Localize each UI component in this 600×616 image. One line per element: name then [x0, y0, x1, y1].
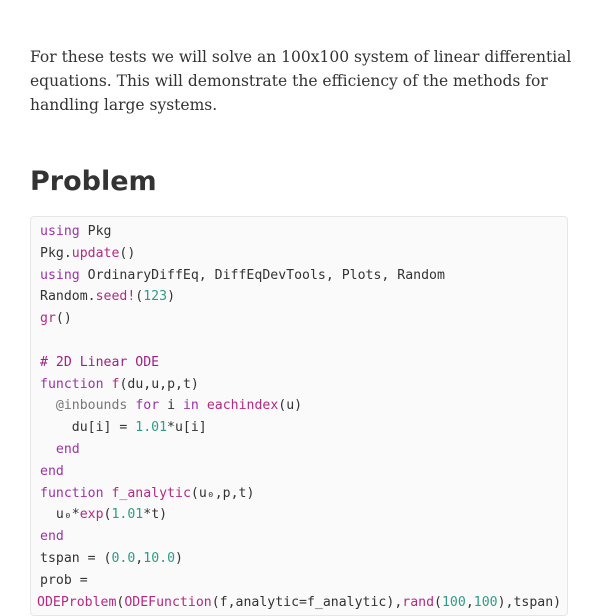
code-token: OrdinaryDiffEq, DiffEqDevTools, Plots, Random [79, 267, 445, 283]
code-token: prob = [40, 572, 96, 588]
code-token: i [159, 398, 183, 414]
code-token: ( [103, 507, 112, 523]
code-line [40, 352, 564, 374]
code-block[interactable] [30, 216, 568, 616]
code-line [40, 417, 564, 439]
code-token: in [182, 398, 199, 414]
code-line [40, 504, 564, 526]
code-token [40, 398, 56, 413]
code-line [40, 461, 564, 483]
code-line [40, 221, 564, 243]
code-token: () [119, 245, 136, 261]
code-token: exp [79, 507, 104, 523]
code-token: ) [175, 550, 183, 566]
code-line [40, 308, 564, 330]
code-token: Random. [40, 289, 96, 305]
code-token: end [40, 529, 64, 545]
code-line [40, 548, 564, 570]
code-line [40, 286, 564, 308]
code-token: ) [167, 289, 176, 305]
code-token: du[i] = [40, 420, 136, 436]
code-token [199, 398, 207, 413]
code-token: (f,analytic=f_analytic), [211, 594, 403, 610]
code-token [40, 442, 56, 457]
code-token: ),tspan) [497, 594, 562, 610]
code-token: 100 [473, 594, 498, 610]
code-token: using [40, 267, 80, 283]
code-token: # 2D Linear ODE [40, 354, 160, 370]
code-line [40, 439, 564, 461]
code-line [40, 526, 564, 548]
intro-paragraph: For these tests we will solve an 100x100 system of linear differential equations. This will demonstrate the efficiency of the methods for handling large systems. [30, 48, 572, 114]
code-line [40, 570, 564, 592]
code-token: 100 [441, 594, 466, 610]
code-token: using [40, 224, 80, 239]
code-token: Pkg [79, 224, 112, 239]
code-token: 0.0 [111, 550, 136, 566]
code-line [40, 395, 564, 417]
code-token: () [55, 311, 72, 327]
code-line [40, 330, 564, 352]
code-token: ( [116, 594, 125, 610]
code-line [40, 243, 564, 265]
code-token: for [135, 398, 160, 414]
code-token: ODEProblem [37, 594, 117, 610]
code-token: function [40, 485, 104, 501]
code-token: *u[i] [167, 420, 207, 436]
code-token: ( [135, 289, 144, 305]
code-token: (u₀,p,t) [190, 485, 255, 501]
code-token: f [111, 376, 120, 392]
code-token: seed! [95, 289, 136, 305]
section-heading: Problem [30, 166, 157, 197]
code-token: 10.0 [143, 550, 176, 566]
code-token: u₀* [40, 507, 80, 523]
code-line [40, 483, 564, 505]
code-token: rand [402, 594, 435, 610]
code-token: Pkg. [40, 245, 72, 261]
code-token: , [465, 594, 474, 610]
code-token: end [55, 441, 80, 457]
code-token: tspan = ( [40, 550, 112, 566]
code-token: @inbounds [55, 398, 128, 414]
code-line [40, 265, 564, 287]
code-token: eachindex [206, 398, 279, 414]
code-token: , [135, 550, 144, 566]
code-token: 123 [143, 289, 168, 305]
code-token: update [71, 245, 120, 261]
code-token: end [40, 463, 64, 479]
code-token: ODEFunction [124, 594, 212, 610]
code-token: 1.01 [111, 507, 144, 523]
code-token: f_analytic [111, 485, 191, 501]
code-token: *t) [143, 507, 168, 523]
code-token: gr [40, 311, 56, 327]
code-token: function [40, 376, 104, 392]
code-text[interactable] [37, 221, 564, 613]
code-line [40, 374, 564, 396]
code-token: 1.01 [135, 420, 168, 436]
code-token: (du,u,p,t) [119, 376, 199, 392]
code-token: ( [434, 594, 442, 610]
code-token: (u) [278, 398, 303, 414]
code-line [37, 592, 561, 614]
